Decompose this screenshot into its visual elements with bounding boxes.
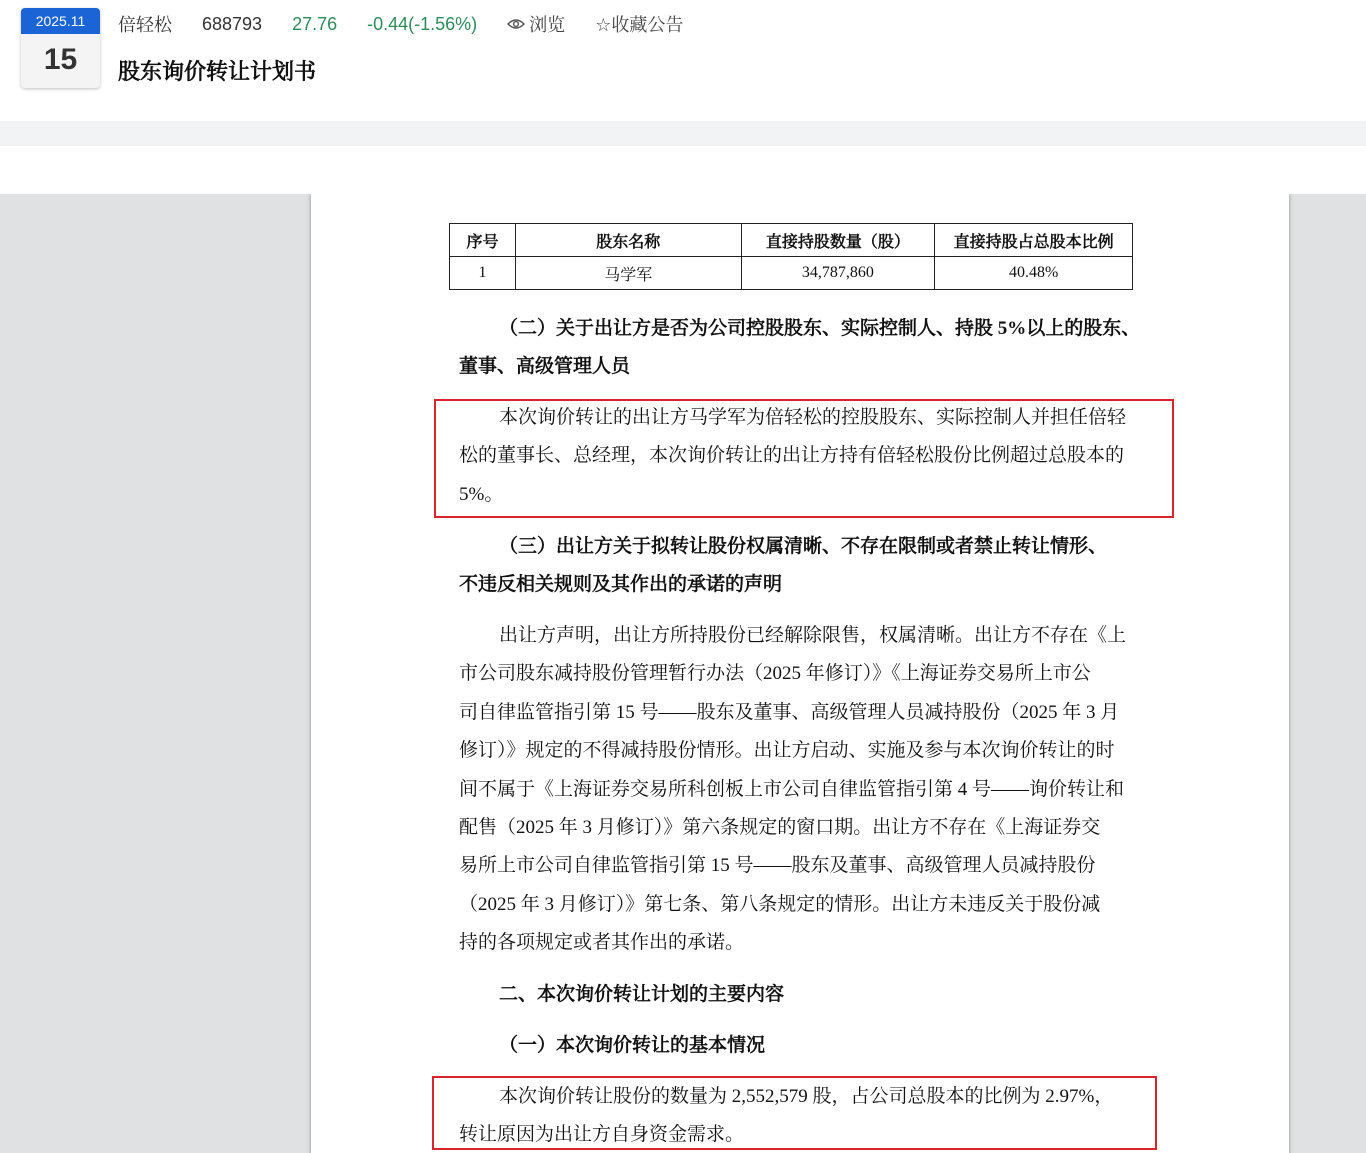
text-line: 本次询价转让的出让方马学军为倍轻松的控股股东、实际控制人并担任倍轻 [499,407,1127,428]
text-line: 出让方声明，出让方所持股份已经解除限售，权属清晰。出让方不存在《上 [499,625,1127,646]
table-header-cell: 直接持股数量（股） [741,224,935,257]
browse-label: 浏览 [529,15,566,35]
date-month: 2025.11 [21,8,100,34]
text-line: 司自律监管指引第 15 号——股东及董事、高级管理人员减持股份（2025 年 3 月 [459,701,1120,723]
table-cell: 1 [450,257,516,290]
section-heading-main-content: 二、本次询价转让计划的主要内容 [499,984,785,1005]
pdf-page [311,194,1289,1153]
section-heading-2 [459,310,1143,387]
text-line: 修订）》规定的不得减持股份情形。出让方启动、实施及参与本次询价转让的时 [459,740,1115,762]
stock-name-link[interactable]: 倍轻松 [118,15,172,35]
heading-line: （二）关于出让方是否为公司控股股东、实际控制人、持股 5%以上的股东、 [499,318,1141,339]
heading-line: 不违反相关规则及其作出的承诺的声明 [459,574,783,596]
stock-change: -0.44(-1.56%) [367,13,478,34]
browse-button[interactable] [507,11,565,37]
heading-line: 董事、高级管理人员 [459,356,631,378]
table-header-cell: 股东名称 [515,224,741,257]
highlight-box [432,1076,1157,1150]
header-divider [0,121,1366,146]
table-header-row [450,224,1133,257]
text-line: 转让原因为出让方自身资金需求。 [459,1124,745,1146]
heading-line: （三）出让方关于拟转让股份权属清晰、不存在限制或者禁止转让情形、 [499,536,1108,557]
text-line: 松的董事长、总经理，本次询价转让的出让方持有倍轻松股份比例超过总股本的 [459,445,1125,467]
eye-icon [507,18,525,30]
favorite-button[interactable]: ☆收藏公告 [595,15,684,35]
pdf-viewer[interactable] [0,194,1366,1153]
table-cell: 马学军 [515,257,741,290]
table-cell: 34,787,860 [741,257,935,290]
table-header-cell: 直接持股占总股本比例 [935,224,1133,257]
announcement-header [0,0,1366,121]
table-header-cell: 序号 [450,224,516,257]
text-line: （2025 年 3 月修订）》第七条、第八条规定的情形。出让方未违反关于股份减 [459,893,1101,915]
document-title: 股东询价转让计划书 [118,59,317,84]
text-line: 5%。 [459,483,504,505]
subsection-heading-basic-info: （一）本次询价转让的基本情况 [499,1035,766,1056]
stock-code: 688793 [202,13,263,34]
table-cell: 40.48% [935,257,1133,290]
stock-price: 27.76 [292,13,338,34]
text-line: 配售（2025 年 3 月修订）》第六条规定的窗口期。出让方不存在《上海证券交 [459,817,1101,839]
section-heading-3 [459,528,1143,605]
paragraph-declaration [459,617,1143,963]
shareholder-table [449,223,1133,290]
text-line: 市公司股东减持股份管理暂行办法（2025 年修订）》《上海证券交易所上市公 [459,663,1091,685]
date-badge [21,8,100,88]
date-day: 15 [43,43,78,76]
text-line: 易所上市公司自律监管指引第 15 号——股东及董事、高级管理人员减持股份 [459,855,1096,877]
text-line: 本次询价转让股份的数量为 2,552,579 股，占公司总股本的比例为 2.97%， [499,1086,1114,1107]
table-row [450,257,1133,290]
highlight-box [434,399,1174,518]
stock-info-row [118,11,713,37]
text-line: 间不属于《上海证券交易所科创板上市公司自律监管指引第 4 号——询价转让和 [459,778,1125,800]
text-line: 持的各项规定或者其作出的承诺。 [459,932,745,954]
